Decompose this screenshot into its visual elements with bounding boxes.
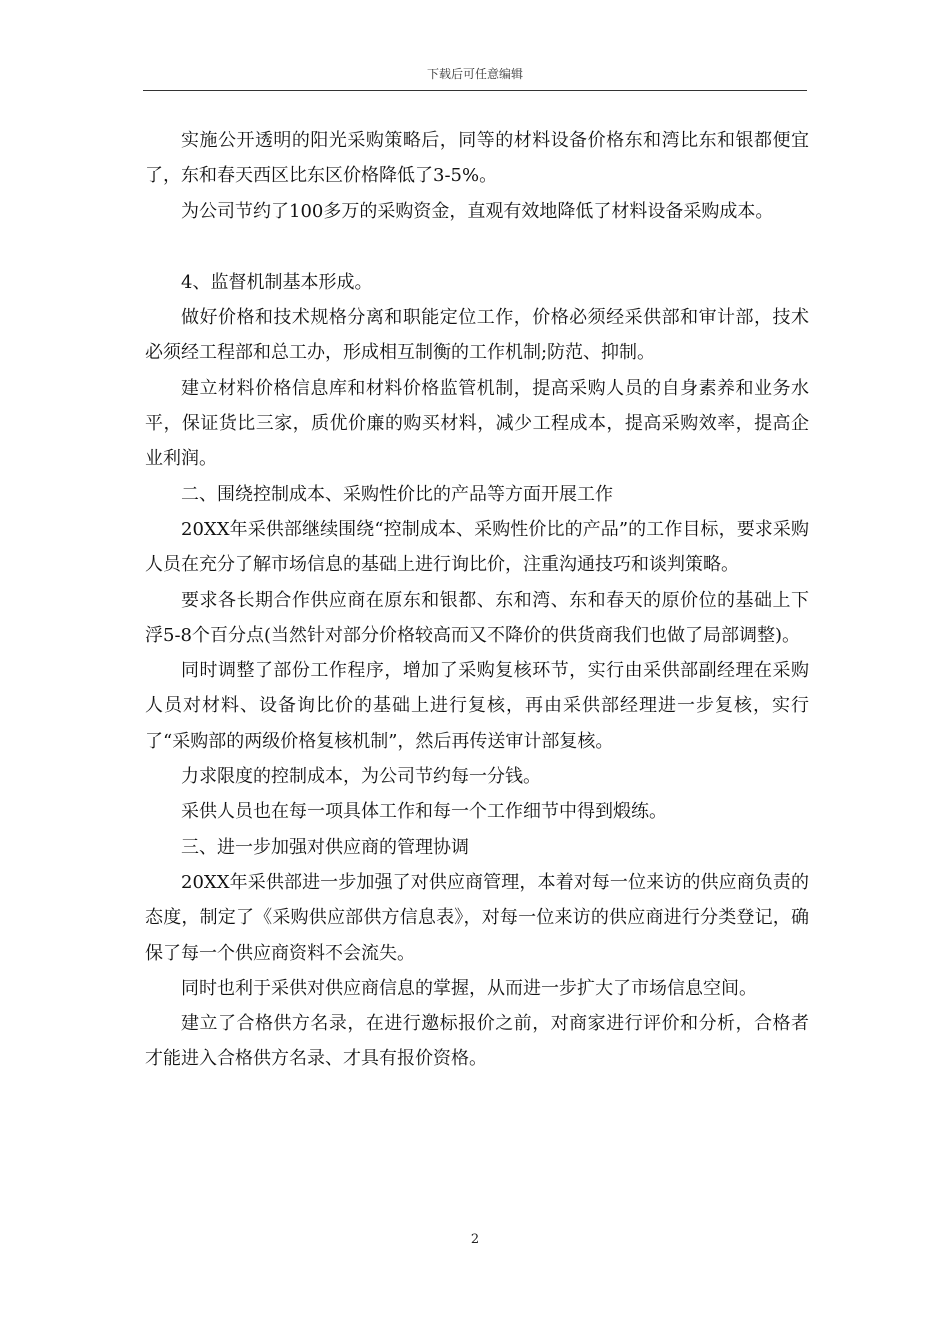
paragraph: 建立材料价格信息库和材料价格监管机制，提高采购人员的自身素养和业务水平，保证货比三家，质优价廉的购买材料，减少工程成本，提高采购效率，提高企业利润。 (145, 377, 809, 470)
section-heading: 二、围绕控制成本、采购性价比的产品等方面开展工作 (181, 483, 613, 505)
page-number: 2 (470, 1232, 480, 1247)
paragraph: 力求限度的控制成本，为公司节约每一分钱。 (181, 766, 541, 788)
paragraph: 20XX年采供部继续围绕“控制成本、采购性价比的产品”的工作目标，要求采购人员在充分了解市场信息的基础上进行询比价，注重沟通技巧和谈判策略。 (145, 518, 809, 576)
paragraph: 采供人员也在每一项具体工作和每一个工作细节中得到煅练。 (181, 801, 667, 823)
section-heading: 4、监督机制基本形成。 (181, 271, 373, 293)
paragraph: 同时也利于采供对供应商信息的掌握，从而进一步扩大了市场信息空间。 (181, 977, 757, 999)
paragraph: 要求各长期合作供应商在原东和银都、东和湾、东和春天的原价位的基础上下浮5-8个百分点(当然针对部分价格较高而又不降价的供货商我们也做了局部调整)。 (145, 589, 809, 646)
page-header: 下载后可任意编辑 (426, 67, 523, 81)
paragraph: 同时调整了部份工作程序，增加了采购复核环节，实行由采供部副经理在采购人员对材料、设备询比价的基础上进行复核，再由采供部经理进一步复核，实行了“采购部的两级价格复核机制”，然后再传送审计部复核。 (145, 660, 809, 752)
paragraph: 为公司节约了100多万的采购资金，直观有效地降低了材料设备采购成本。 (181, 200, 774, 222)
header-divider (143, 90, 807, 91)
document-body (145, 123, 809, 1077)
section-heading: 三、进一步加强对供应商的管理协调 (181, 836, 469, 858)
paragraph: 建立了合格供方名录，在进行邀标报价之前，对商家进行评价和分析，合格者才能进入合格供方名录、才具有报价资格。 (145, 1013, 809, 1070)
paragraph: 实施公开透明的阳光采购策略后，同等的材料设备价格东和湾比东和银都便宜了，东和春天西区比东区价格降低了3-5%。 (145, 130, 809, 187)
paragraph: 20XX年采供部进一步加强了对供应商管理，本着对每一位来访的供应商负责的态度，制定了《采购供应部供方信息表》，对每一位来访的供应商进行分类登记，确保了每一个供应商资料不会流失。 (145, 871, 809, 964)
paragraph: 做好价格和技术规格分离和职能定位工作，价格必须经采供部和审计部，技术必须经工程部和总工办，形成相互制衡的工作机制;防范、抑制。 (145, 307, 809, 364)
